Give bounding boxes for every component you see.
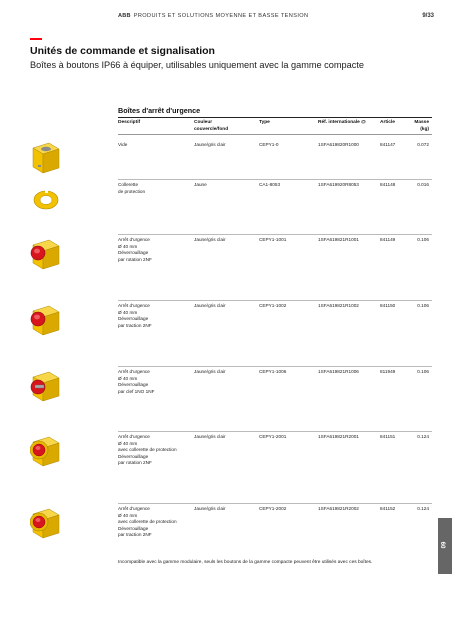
description-line: Arrêt d'urgence xyxy=(118,237,150,242)
cell-reference: 1SFA619820R1000 xyxy=(318,142,359,147)
cell-mass: 0.106 xyxy=(417,369,429,374)
cell-color: Jaune/gris clair xyxy=(194,434,226,439)
cell-reference: 1SFA619821R1002 xyxy=(318,303,359,308)
col-header-color-l2: couvercle/fond xyxy=(194,127,229,132)
row-divider xyxy=(118,366,432,367)
row-divider xyxy=(118,179,432,180)
cell-type: CEPY1-2001 xyxy=(259,434,287,439)
description-line: Collerette xyxy=(118,182,139,187)
cell-type: CA1-8053 xyxy=(259,182,281,187)
cell-description xyxy=(118,237,152,263)
cell-type: CEPY1-1001 xyxy=(259,237,287,242)
row-divider xyxy=(118,300,432,301)
description-line: avec collerette de protection xyxy=(118,447,177,453)
cell-article: 841152 xyxy=(380,506,396,511)
cell-article: 841150 xyxy=(380,303,396,308)
col-header-color-l1: Couleur xyxy=(194,120,213,125)
cell-reference: 1SFA619920R8053 xyxy=(318,182,359,187)
compatibility-note: Incompatible avec la gamme modulaire, seuls les boutons de la gamme compacte peuvent être utilisés avec ces boîtes. xyxy=(118,560,373,565)
header-title: PRODUITS ET SOLUTIONS MOYENNE ET BASSE TENSION xyxy=(133,13,309,19)
cell-article: 841151 xyxy=(380,434,396,439)
col-header-ref: Réf. internationale @ xyxy=(318,120,366,125)
section-title: Boîtes d'arrêt d'urgence xyxy=(118,106,201,115)
description-line: Déverrouillage xyxy=(118,525,149,531)
row-divider xyxy=(118,234,432,235)
cell-type: CEPY1-0 xyxy=(259,142,279,147)
accent-bar xyxy=(30,38,42,40)
cell-description xyxy=(118,303,152,329)
cell-color: Jaune/gris clair xyxy=(194,142,226,147)
cell-mass: 0.124 xyxy=(417,434,429,439)
cell-description xyxy=(118,434,177,467)
description-line: Arrêt d'urgence xyxy=(118,434,150,439)
cell-article: 811949 xyxy=(380,369,396,374)
chapter-tab xyxy=(438,518,452,574)
cell-reference: 1SFA619821R2002 xyxy=(318,506,359,511)
description-line: Déverrouillage xyxy=(118,382,149,388)
description-line: Ø 40 mm xyxy=(118,375,138,381)
cell-description xyxy=(118,369,154,395)
chapter-tab-label: 09 xyxy=(441,541,448,549)
cell-reference: 1SFA619821R1006 xyxy=(318,369,359,374)
description-line: Ø 40 mm xyxy=(118,512,138,518)
col-header-mass-l1: Masse xyxy=(414,120,429,125)
protective-collar-icon xyxy=(30,182,62,218)
col-header-mass-l2: (kg) xyxy=(420,127,429,132)
description-line: avec collerette de protection xyxy=(118,519,177,525)
table-top-rule xyxy=(118,117,432,118)
emergency-stop-box-icon xyxy=(30,301,62,337)
description-line: Déverrouillage xyxy=(118,250,149,256)
description-line: Ø 40 mm xyxy=(118,440,138,446)
cell-color: Jaune/gris clair xyxy=(194,369,226,374)
description-line: Arrêt d'urgence xyxy=(118,506,150,511)
description-line: Déverrouillage xyxy=(118,316,149,322)
table-header-rule xyxy=(118,134,432,135)
description-line: Arrêt d'urgence xyxy=(118,303,150,308)
cell-color: Jaune/gris clair xyxy=(194,303,226,308)
cell-description xyxy=(118,182,145,195)
col-header-color xyxy=(194,119,228,133)
empty-enclosure-icon xyxy=(30,140,62,176)
cell-mass: 0.016 xyxy=(417,182,429,187)
description-line: Ø 40 mm xyxy=(118,309,138,315)
page-title: Unités de commande et signalisation xyxy=(30,45,215,57)
brand-logo: ABB xyxy=(118,13,131,19)
cell-mass: 0.072 xyxy=(417,142,429,147)
cell-type: CEPY1-1002 xyxy=(259,303,287,308)
cell-reference: 1SFA619821R2001 xyxy=(318,434,359,439)
col-header-mass xyxy=(395,119,429,133)
cell-color: Jaune/gris clair xyxy=(194,506,226,511)
description-line: Ø 40 mm xyxy=(118,243,138,249)
cell-article: 841147 xyxy=(380,142,396,147)
description-line: de protection xyxy=(118,188,146,194)
cell-description xyxy=(118,142,127,149)
cell-description xyxy=(118,506,177,539)
cell-mass: 0.106 xyxy=(417,237,429,242)
cell-reference: 1SFA619821R1001 xyxy=(318,237,359,242)
cell-mass: 0.106 xyxy=(417,303,429,308)
emergency-stop-key-box-icon xyxy=(30,367,62,403)
description-line: Déverrouillage xyxy=(118,453,149,459)
page-subtitle: Boîtes à boutons IP66 à équiper, utilisables uniquement avec la gamme compacte xyxy=(30,60,365,70)
description-line: par traction 2NF xyxy=(118,322,152,328)
cell-type: CEPY1-1006 xyxy=(259,369,287,374)
description-line: Vide xyxy=(118,142,128,147)
emergency-stop-collar-box-icon xyxy=(30,432,62,468)
cell-color: Jaune xyxy=(194,182,207,187)
cell-color: Jaune/gris clair xyxy=(194,237,226,242)
description-line: par clef 1NO 1NF xyxy=(118,388,155,394)
cell-article: 841149 xyxy=(380,237,396,242)
row-divider xyxy=(118,503,432,504)
col-header-article: Article xyxy=(380,120,395,125)
col-header-desc: Descriptif xyxy=(118,120,141,125)
col-header-type: Type xyxy=(259,120,270,125)
description-line: par rotation 2NF xyxy=(118,256,152,262)
emergency-stop-box-icon xyxy=(30,235,62,271)
cell-mass: 0.124 xyxy=(417,506,429,511)
cell-type: CEPY1-2002 xyxy=(259,506,287,511)
row-divider xyxy=(118,431,432,432)
header-brand xyxy=(118,13,308,19)
description-line: par rotation 2NF xyxy=(118,460,152,466)
description-line: par traction 2NF xyxy=(118,532,152,538)
description-line: Arrêt d'urgence xyxy=(118,369,150,374)
cell-article: 841148 xyxy=(380,182,396,187)
page-number: 9/33 xyxy=(422,13,434,19)
emergency-stop-collar-box-icon xyxy=(30,504,62,540)
